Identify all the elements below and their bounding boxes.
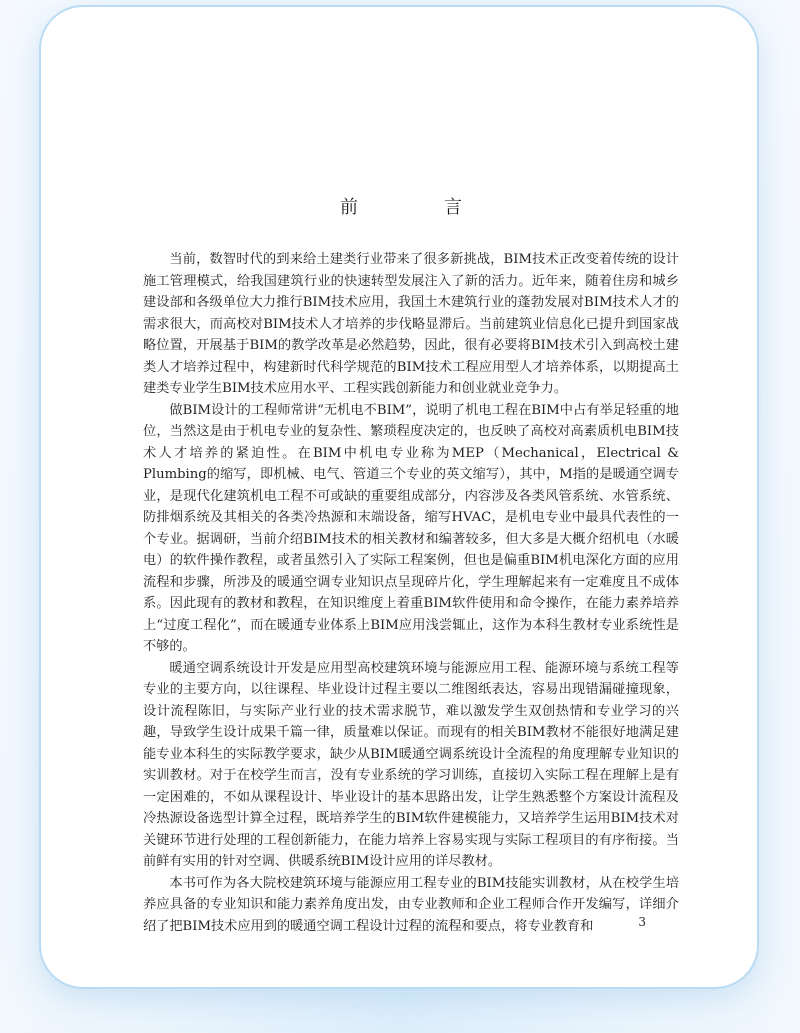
paragraph-3: 暖通空调系统设计开发是应用型高校建筑环境与能源应用工程、能源环境与系统工程等专业的主要方向，以往课程、毕业设计过程主要以二维图纸表达，容易出现错漏碰撞现象，设计流程陈旧，与实际产业行业的技术需求脱节，难以激发学生双创热情和专业学习的兴趣，导致学生设计成果千篇一律，质量难以保证。而现有的相关BIM教材不能很好地满足建能专业本科生的实际教学要求，缺少从BIM暖通空调系统设计全流程的角度理解专业知识的实训教材。对于在校学生而言，没有专业系统的学习训练，直接切入实际工程在理解上是有一定困难的，不如从课程设计、毕业设计的基本思路出发，让学生熟悉整个方案设计流程及冷热源设备选型计算全过程，既培养学生的BIM软件建模能力，又培养学生运用BIM技术对关键环节进行处理的工程创新能力，在能力培养上容易实现与实际工程项目的有序衔接。当前鲜有实用的针对空调、供暖系统BIM设计应用的详尽教材。 (143, 660, 679, 869)
paragraph-4: 本书可作为各大院校建筑环境与能源应用工程专业的BIM技能实训教材，从在校学生培养应具备的专业知识和能力素养角度出发，由专业教师和企业工程师合作开发编写，详细介绍了把BIM技术应用到的暖通空调工程设计过程的流程和要点，将专业教育和 (143, 875, 679, 934)
paragraph-2: 做BIM设计的工程师常讲“无机电不BIM”，说明了机电工程在BIM中占有举足轻重的地位，当然这是由于机电专业的复杂性、繁琐程度决定的，也反映了高校对高素质机电BIM技术人才培养的紧迫性。在BIM中机电专业称为MEP（Mechanical，Electrical & Plumbing的缩写，即机械、电气、管道三个专业的英文缩写），其中，M指的是暖通空调专业，是现代化建筑机电工程不可或缺的重要组成部分，内容涉及各类风管系统、水管系统、防排烟系统及其相关的各类冷热源和末端设备，缩写HVAC，是机电专业中最具代表性的一个专业。据调研，当前介绍BIM技术的相关教材和编著较多，但大多是大概介绍机电（水暖电）的软件操作教程，或者虽然引入了实际工程案例，但也是偏重BIM机电深化方面的应用流程和步骤，所涉及的暖通空调专业知识点呈现碎片化，学生理解起来有一定难度且不成体系。因此现有的教材和教程，在知识维度上着重BIM软件使用和命令操作，在能力素养培养上“过度工程化”，而在暖通专业体系上BIM应用浅尝辄止，这作为本科生教材专业系统性是不够的。 (143, 402, 679, 654)
document-body (143, 249, 679, 937)
page-title: 前 言 (340, 197, 496, 218)
document-page (39, 5, 759, 989)
page-number: 3 (638, 915, 646, 929)
paragraph-1: 当前，数智时代的到来给土建类行业带来了很多新挑战，BIM技术正改变着传统的设计施工管理模式，给我国建筑行业的快速转型发展注入了新的活力。近年来，随着住房和城乡建设部和各级单位大力推行BIM技术应用，我国土木建筑行业的蓬勃发展对BIM技术人才的需求很大，而高校对BIM技术人才培养的步伐略显滞后。当前建筑业信息化已提升到国家战略位置，开展基于BIM的教学改革是必然趋势，因此，很有必要将BIM技术引入到高校土建类人才培养过程中，构建新时代科学规范的BIM技术工程应用型人才培养体系，以期提高土建类专业学生BIM技术应用水平、工程实践创新能力和创业就业竞争力。 (143, 252, 679, 396)
